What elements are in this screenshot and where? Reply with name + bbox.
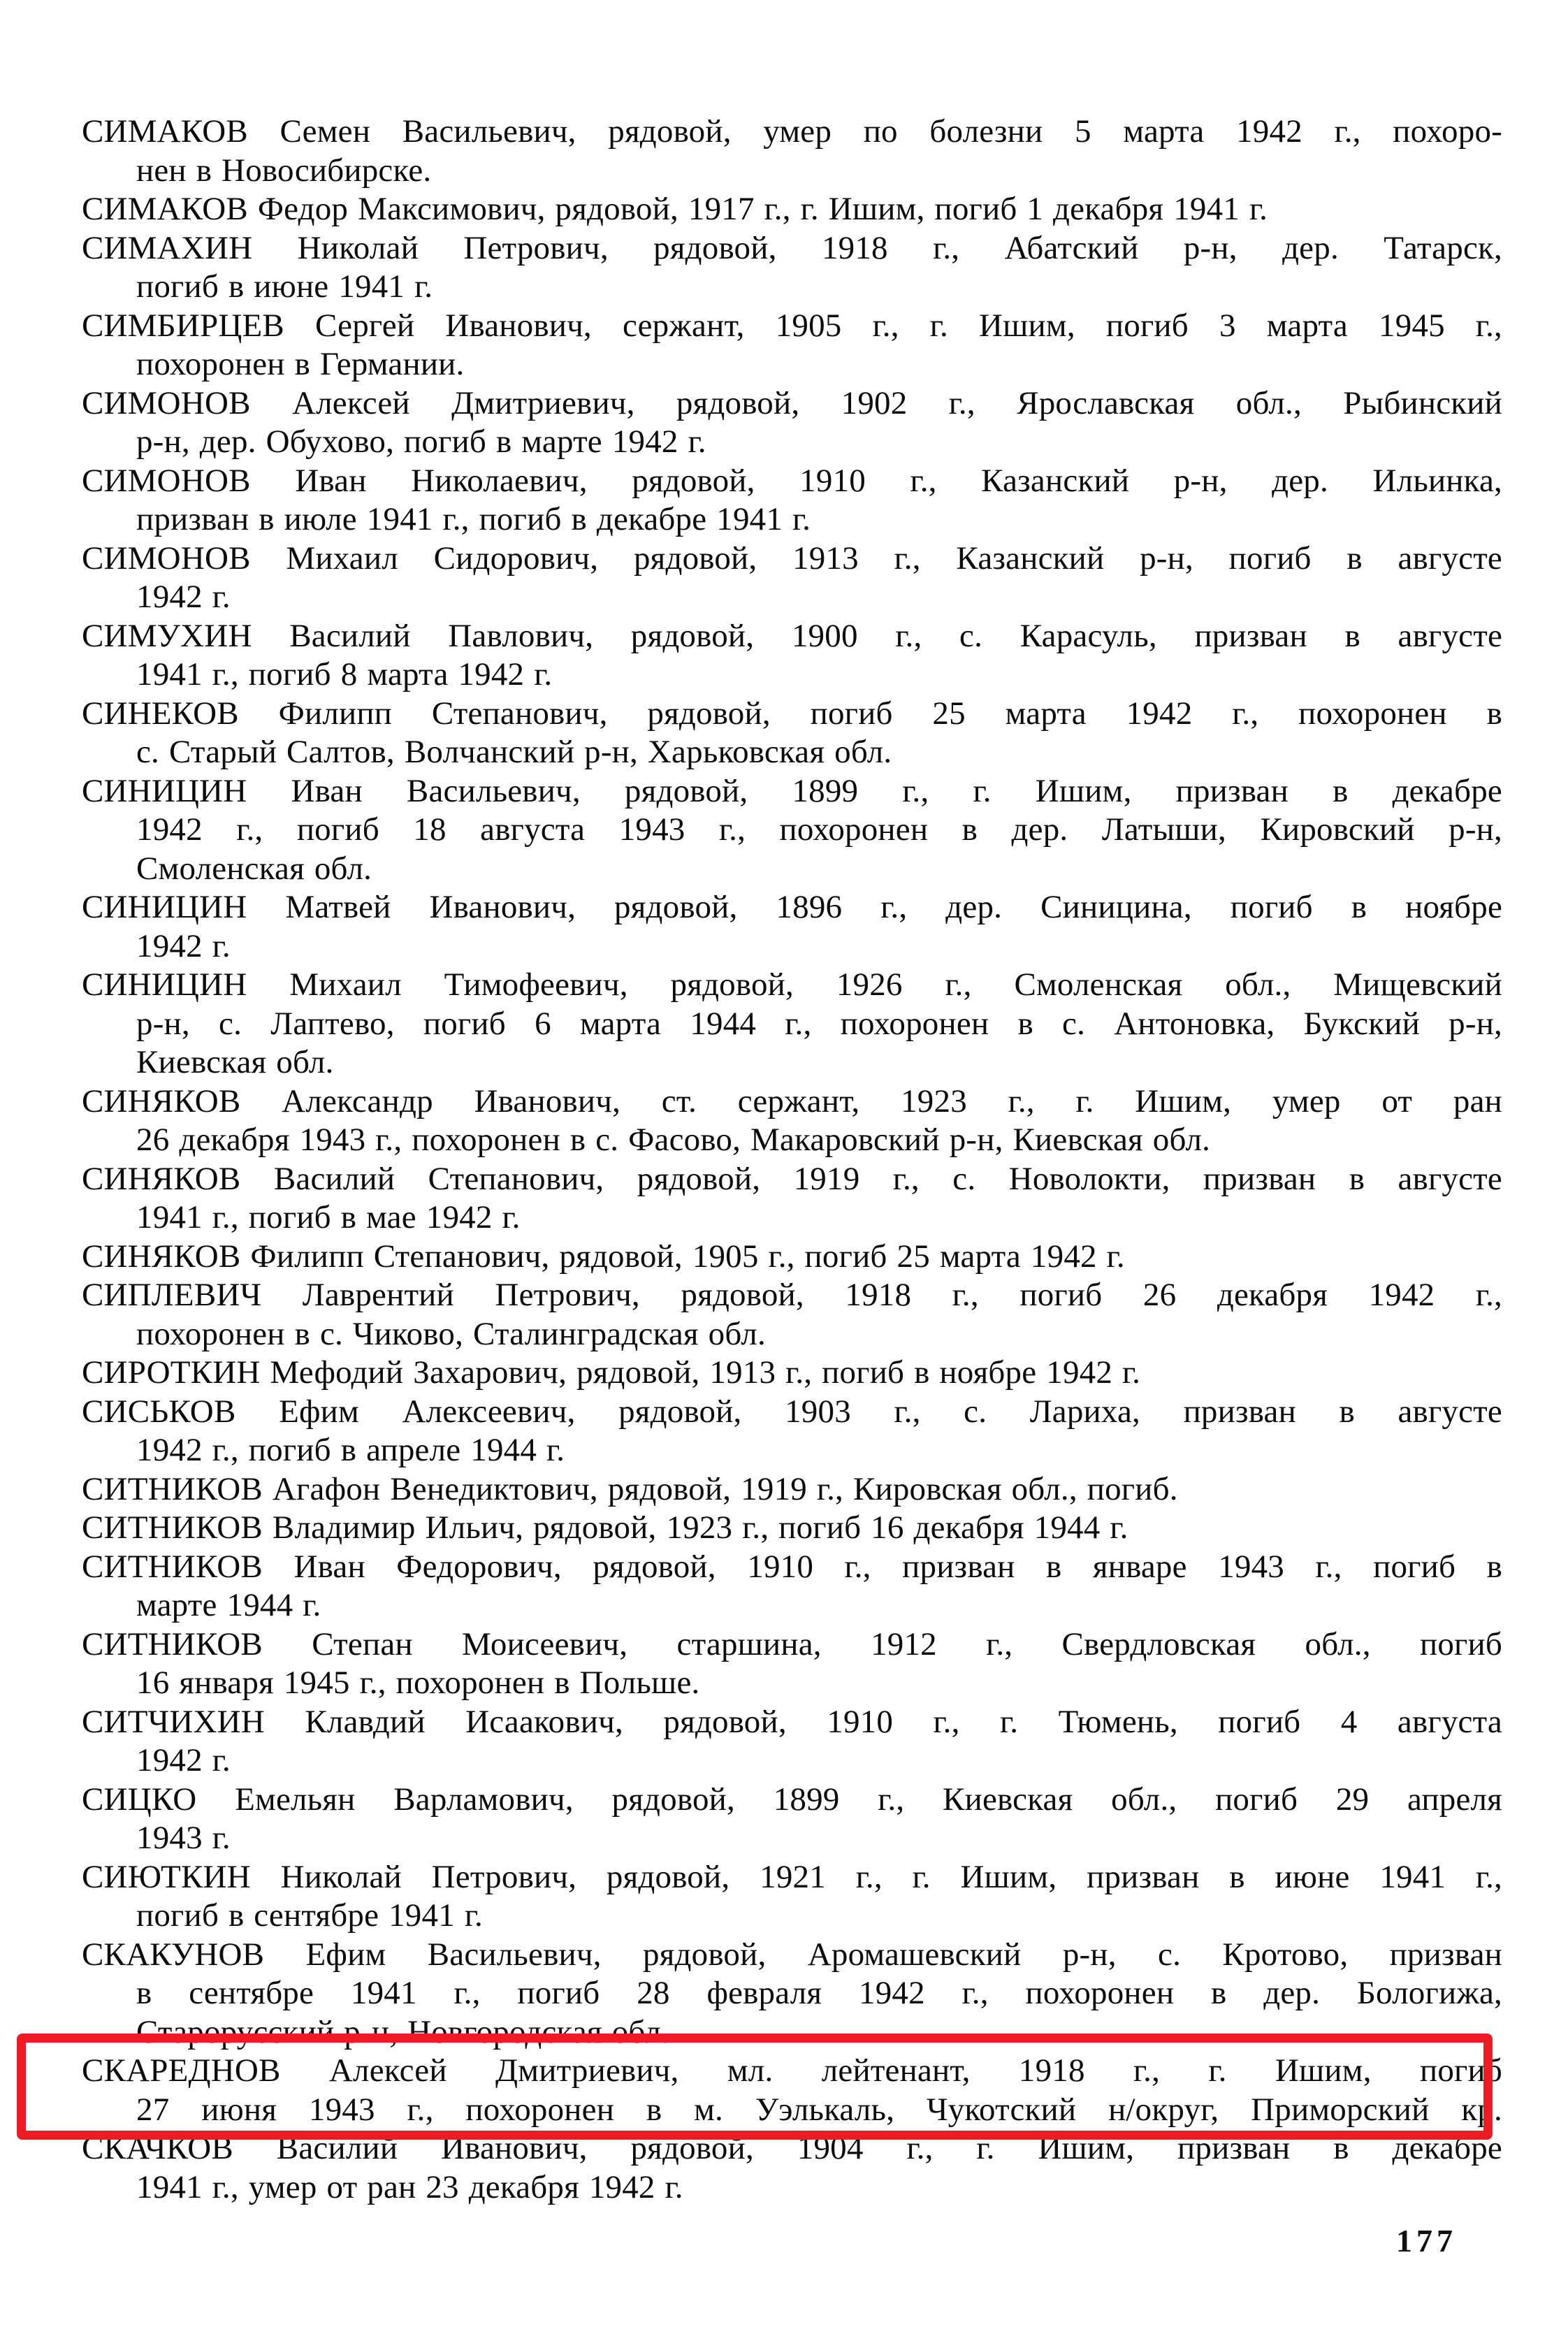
- entry-line: похоронен в с. Чиково, Сталинградская обл.: [136, 1315, 766, 1352]
- entry-line: СКАРЕДНОВ Алексей Дмитриевич, мл. лейтенант, 1918 г., г. Ишим, погиб: [82, 2052, 1502, 2089]
- entry-line: СКАЧКОВ Василий Иванович, рядовой, 1904 г., г. Ишим, призван в декабре: [82, 2130, 1502, 2166]
- entry-line: Смоленская обл.: [136, 850, 372, 887]
- entry-line: СИМАКОВ Семен Васильевич, рядовой, умер по болезни 5 марта 1942 г., похоро-: [82, 113, 1502, 150]
- entry-line: СИТНИКОВ Степан Моисеевич, старшина, 1912 г., Свердловская обл., погиб: [82, 1625, 1502, 1662]
- entry: [82, 1936, 1502, 2052]
- entry: [82, 1354, 1502, 1393]
- entry: [82, 1160, 1502, 1238]
- entry-line: 1942 г.: [136, 927, 231, 964]
- entry-line: СИНЕКОВ Филипп Степанович, рядовой, погиб 25 марта 1942 г., похоронен в: [82, 695, 1502, 732]
- entry: [82, 617, 1502, 695]
- entry-line: нен в Новосибирске.: [136, 152, 432, 189]
- entry-line: р-н, дер. Обухово, погиб в марте 1942 г.: [136, 423, 706, 460]
- entry: [82, 1470, 1502, 1509]
- entry: [82, 1548, 1502, 1625]
- entry: [82, 462, 1502, 539]
- entry-line: 1942 г.: [136, 579, 231, 615]
- entry-line: 1942 г., погиб 18 августа 1943 г., похоронен в дер. Латыши, Кировский р-н,: [136, 811, 1502, 848]
- entry: [82, 1393, 1502, 1470]
- entry-line: СИРОТКИН Мефодий Захарович, рядовой, 1913 г., погиб в ноябре 1942 г.: [82, 1354, 1141, 1391]
- entry-line: с. Старый Салтов, Волчанский р-н, Харьковская обл.: [136, 734, 892, 770]
- entry-line: СИНЯКОВ Филипп Степанович, рядовой, 1905 г., погиб 25 марта 1942 г.: [82, 1238, 1125, 1275]
- entry-line: 16 января 1945 г., похоронен в Польше.: [136, 1665, 700, 1701]
- entry-line: СИСЬКОВ Ефим Алексеевич, рядовой, 1903 г., с. Лариха, призван в августе: [82, 1393, 1502, 1430]
- entry-line: 1943 г.: [136, 1820, 231, 1856]
- entry: [82, 1276, 1502, 1354]
- entry: [82, 384, 1502, 462]
- entry-highlighted: [82, 2052, 1502, 2129]
- entry: [82, 1781, 1502, 1858]
- entry-line: СИМАХИН Николай Петрович, рядовой, 1918 г., Абатский р-н, дер. Татарск,: [82, 229, 1502, 266]
- entry: [82, 1625, 1502, 1703]
- entry-line: СИНЯКОВ Василий Степанович, рядовой, 1919 г., с. Новолокти, призван в августе: [82, 1160, 1502, 1197]
- entry: [82, 113, 1502, 190]
- entry-line: СИЮТКИН Николай Петрович, рядовой, 1921 г., г. Ишим, призван в июне 1941 г.,: [82, 1858, 1502, 1895]
- entry-line: СИТНИКОВ Владимир Ильич, рядовой, 1923 г., погиб 16 декабря 1944 г.: [82, 1509, 1128, 1546]
- entry-line: СКАКУНОВ Ефим Васильевич, рядовой, Аромашевский р-н, с. Кротово, призван: [82, 1936, 1502, 1973]
- entry-line: СИМУХИН Василий Павлович, рядовой, 1900 г., с. Карасуль, призван в августе: [82, 617, 1502, 654]
- entry-line: марте 1944 г.: [136, 1587, 321, 1623]
- entry-line: СИЦКО Емельян Варламович, рядовой, 1899 г., Киевская обл., погиб 29 апреля: [82, 1781, 1502, 1818]
- entry-line: СИТНИКОВ Иван Федорович, рядовой, 1910 г., призван в январе 1943 г., погиб в: [82, 1548, 1502, 1585]
- entry-line: СИМАКОВ Федор Максимович, рядовой, 1917 г., г. Ишим, погиб 1 декабря 1941 г.: [82, 191, 1268, 227]
- entry-line: 1942 г., погиб в апреле 1944 г.: [136, 1432, 565, 1468]
- entry-line: 1941 г., умер от ран 23 декабря 1942 г.: [136, 2168, 683, 2205]
- entry: [82, 772, 1502, 889]
- entry-line: похоронен в Германии.: [136, 346, 465, 382]
- entry-line: погиб в июне 1941 г.: [136, 268, 433, 305]
- entries: [82, 113, 1502, 2207]
- entry-line: Старорусский р-н, Новгородская обл.: [136, 2013, 669, 2050]
- entry: [82, 1509, 1502, 1548]
- entry-line: СИНИЦИН Иван Васильевич, рядовой, 1899 г., г. Ишим, призван в декабре: [82, 772, 1502, 809]
- entry-line: СИТНИКОВ Агафон Венедиктович, рядовой, 1919 г., Кировская обл., погиб.: [82, 1470, 1178, 1507]
- entry-line: Киевская обл.: [136, 1044, 334, 1080]
- entry-line: погиб в сентябре 1941 г.: [136, 1897, 483, 1934]
- entry-line: СИНИЦИН Михаил Тимофеевич, рядовой, 1926 г., Смоленская обл., Мищевский: [82, 966, 1502, 1003]
- entry-line: СИНЯКОВ Александр Иванович, ст. сержант, 1923 г., г. Ишим, умер от ран: [82, 1082, 1502, 1119]
- entry-line: СИМБИРЦЕВ Сергей Иванович, сержант, 1905 г., г. Ишим, погиб 3 марта 1945 г.,: [82, 307, 1502, 344]
- entry-line: в сентябре 1941 г., погиб 28 февраля 1942 г., похоронен в дер. Бологижа,: [136, 1975, 1502, 2011]
- entry-line: 1941 г., погиб в мае 1942 г.: [136, 1199, 521, 1235]
- entry-line: СИНИЦИН Матвей Иванович, рядовой, 1896 г., дер. Синицина, погиб в ноябре: [82, 889, 1502, 925]
- entry-line: 1942 г.: [136, 1742, 231, 1778]
- page-number: 177: [1396, 2223, 1457, 2259]
- entry: [82, 1858, 1502, 1936]
- entry-line: 27 июня 1943 г., похоронен в м. Уэлькаль, Чукотский н/округ, Приморский кр.: [136, 2091, 1502, 2128]
- entry: [82, 695, 1502, 772]
- entry-line: 26 декабря 1943 г., похоронен в с. Фасово, Макаровский р-н, Киевская обл.: [136, 1122, 1211, 1158]
- entry-line: СИМОНОВ Михаил Сидорович, рядовой, 1913 г., Казанский р-н, погиб в августе: [82, 539, 1502, 577]
- entry: [82, 1703, 1502, 1781]
- entry-line: СИМОНОВ Иван Николаевич, рядовой, 1910 г., Казанский р-н, дер. Ильинка,: [82, 462, 1502, 499]
- entry-line: СИМОНОВ Алексей Дмитриевич, рядовой, 1902 г., Ярославская обл., Рыбинский: [82, 384, 1502, 421]
- entry: [82, 539, 1502, 617]
- entry-line: СИПЛЕВИЧ Лаврентий Петрович, рядовой, 1918 г., погиб 26 декабря 1942 г.,: [82, 1277, 1502, 1313]
- entry: [82, 190, 1502, 229]
- entry-line: призван в июле 1941 г., погиб в декабре 1941 г.: [136, 501, 811, 537]
- entry: [82, 307, 1502, 384]
- entry-line: 1941 г., погиб 8 марта 1942 г.: [136, 656, 553, 693]
- entry: [82, 1082, 1502, 1160]
- entry: [82, 966, 1502, 1082]
- entry: [82, 1238, 1502, 1277]
- entry-line: СИТЧИХИН Клавдий Исаакович, рядовой, 1910 г., г. Тюмень, погиб 4 августа: [82, 1703, 1502, 1740]
- entry: [82, 229, 1502, 307]
- entry: [82, 2129, 1502, 2207]
- entry-line: р-н, с. Лаптево, погиб 6 марта 1944 г., похоронен в с. Антоновка, Букский р-н,: [136, 1005, 1502, 1042]
- entry: [82, 888, 1502, 966]
